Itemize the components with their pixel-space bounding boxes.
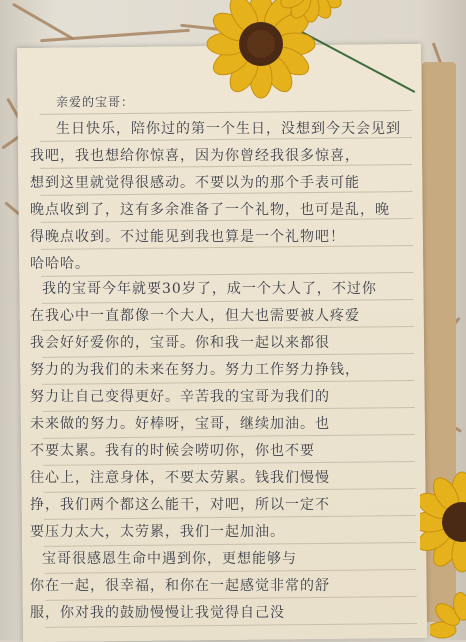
letter-line: 哈哈哈。 <box>30 256 90 272</box>
sunflower-right-icon <box>420 466 466 576</box>
letter-line: 努力的为我们的未来在努力。努力工作努力挣钱， <box>30 362 360 378</box>
letter-line: 你在一起，很幸福，和你在一起感觉非常的舒 <box>30 578 330 594</box>
letter-line: 未来做的努力。好棒呀，宝哥，继续加油。也 <box>30 416 330 432</box>
letter-line: 要压力太大，太劳累，我们一起加油。 <box>30 524 285 540</box>
letter-line: 我的宝哥今年就要30岁了，成一个大人了，不过你 <box>42 281 377 297</box>
letter-line: 我吧，我也想给你惊喜，因为你曾经我很多惊喜， <box>30 148 360 164</box>
letter-line: 得晚点收到。不过能见到我也算是一个礼物吧！ <box>30 229 345 245</box>
letter-line: 想到这里就觉得很感动。不要以为的那个手表可能 <box>30 175 360 191</box>
letter-greeting: 亲爱的宝哥： <box>56 95 135 109</box>
letter-line: 不要太累。我有的时候会唠叨你，你也不要 <box>30 443 315 459</box>
letter-line: 晚点收到了，这有多余准备了一个礼物，也可是乱，晚 <box>30 202 390 218</box>
letter-line: 挣，我们两个都这么能干，对吧，所以一定不 <box>30 497 330 513</box>
letter-line: 在我心中一直都像一个大人，但大也需要被人疼爱 <box>30 308 360 324</box>
letter-line: 我会好好爱你的，宝哥。你和我一起以来都很 <box>30 335 330 351</box>
letter-line: 往心上，注意身体，不要太劳累。钱我们慢慢 <box>30 470 330 486</box>
letter-line: 努力让自己变得更好。辛苦我的宝哥为我们的 <box>30 389 330 405</box>
letter-line: 服，你对我的鼓励慢慢让我觉得自己没 <box>30 605 285 621</box>
letter-line: 生日快乐，陪你过的第一个生日，没想到今天会见到 <box>56 121 401 137</box>
sunflower-bottom-icon <box>430 590 466 640</box>
sunflower-corner-icon <box>276 0 346 30</box>
letter-line: 宝哥很感恩生命中遇到你，更想能够与 <box>42 551 297 567</box>
